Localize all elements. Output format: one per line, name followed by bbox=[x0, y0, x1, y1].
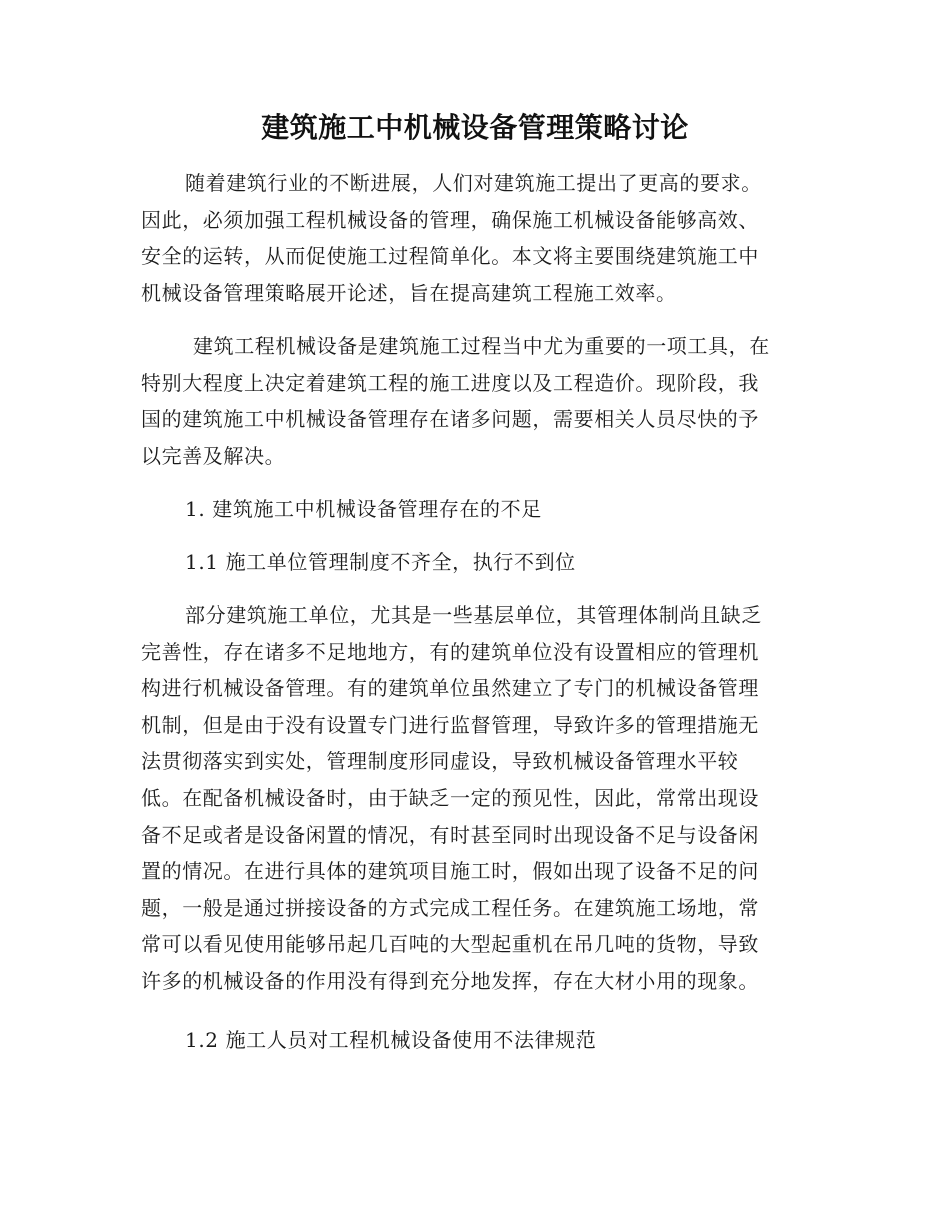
paragraph-line: 国的建筑施工中机械设备管理存在诸多问题，需要相关人员尽快的予 bbox=[141, 407, 759, 432]
paragraph-line: 机制，但是由于没有设置专门进行监督管理，导致许多的管理措施无 bbox=[141, 712, 759, 737]
paragraph-line: 置的情况。在进行具体的建筑项目施工时，假如出现了设备不足的问 bbox=[141, 859, 759, 884]
paragraph-line: 随着建筑行业的不断进展，人们对建筑施工提出了更高的要求。 bbox=[185, 171, 762, 195]
paragraph-line: 低。在配备机械设备时，由于缺乏一定的预见性，因此，常常出现设 bbox=[141, 785, 759, 810]
paragraph-line: 构进行机械设备管理。有的建筑单位虽然建立了专门的机械设备管理 bbox=[141, 676, 759, 701]
section-heading-1: 1. 建筑施工中机械设备管理存在的不足 bbox=[185, 497, 542, 521]
section-heading-1-2: 1.2 施工人员对工程机械设备使用不法律规范 bbox=[185, 1028, 597, 1052]
paragraph-line: 部分建筑施工单位，尤其是一些基层单位，其管理体制尚且缺乏 bbox=[185, 603, 762, 627]
paragraph-line: 备不足或者是设备闲置的情况，有时甚至同时出现设备不足与设备闲 bbox=[141, 822, 759, 847]
paragraph-line: 安全的运转，从而促使施工过程简单化。本文将主要围绕建筑施工中 bbox=[141, 244, 759, 269]
paragraph-line: 完善性，存在诸多不足地地方，有的建筑单位没有设置相应的管理机 bbox=[141, 639, 759, 664]
paragraph-line: 以完善及解决。 bbox=[141, 443, 286, 468]
document-title: 建筑施工中机械设备管理策略讨论 bbox=[261, 111, 689, 144]
section-heading-1-1: 1.1 施工单位管理制度不齐全，执行不到位 bbox=[185, 550, 576, 574]
paragraph-background bbox=[141, 328, 813, 474]
paragraph-line: 题，一般是通过拼接设备的方式完成工程任务。在建筑施工场地，常 bbox=[141, 895, 759, 920]
paragraph-line: 法贯彻落实到实处，管理制度形同虚设，导致机械设备管理水平较 bbox=[141, 749, 739, 774]
paragraph-line: 建筑工程机械设备是建筑施工过程当中尤为重要的一项工具，在 bbox=[193, 334, 770, 358]
paragraph-line: 许多的机械设备的作用没有得到充分地发挥，存在大材小用的现象。 bbox=[141, 968, 759, 993]
paragraph-intro bbox=[141, 165, 813, 311]
paragraph-line: 机械设备管理策略展开论述，旨在提高建筑工程施工效率。 bbox=[141, 280, 677, 305]
paragraph-line: 因此，必须加强工程机械设备的管理，确保施工机械设备能够高效、 bbox=[141, 207, 759, 232]
paragraph-management-system bbox=[141, 597, 813, 1000]
paragraph-line: 常可以看见使用能够吊起几百吨的大型起重机在吊几吨的货物，导致 bbox=[141, 932, 759, 957]
paragraph-line: 特别大程度上决定着建筑工程的施工进度以及工程造价。现阶段，我 bbox=[141, 370, 759, 395]
